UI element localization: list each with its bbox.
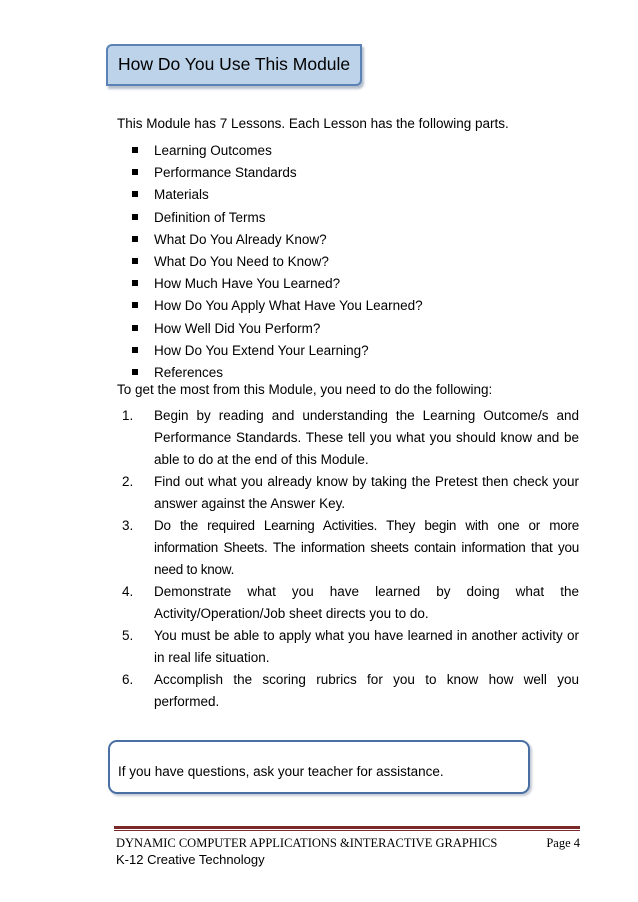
step-item <box>117 669 579 713</box>
step-item <box>117 581 579 625</box>
bullet-icon <box>132 280 138 286</box>
step-text: You must be able to apply what you have learned in another activity or in real life situation. <box>154 628 579 665</box>
step-item <box>117 625 579 669</box>
section-title: How Do You Use This Module <box>118 54 351 74</box>
footer-subtitle: K-12 Creative Technology <box>116 852 265 867</box>
step-text: Find out what you already know by taking the Pretest then check your answer against the Answer Key. <box>154 474 579 511</box>
bullet-icon <box>132 147 138 153</box>
footer-title: DYNAMIC COMPUTER APPLICATIONS &INTERACTIVE GRAPHICS <box>116 836 498 850</box>
bullet-icon <box>132 302 138 308</box>
step-item <box>117 471 579 515</box>
step-number: 3. <box>122 518 134 533</box>
step-number: 2. <box>122 474 134 489</box>
note-text: If you have questions, ask your teacher for assistance. <box>118 764 444 779</box>
step-text: Accomplish the scoring rubrics for you to know how well you performed. <box>154 672 579 709</box>
bullet-icon <box>132 214 138 220</box>
step-number: 5. <box>122 628 134 643</box>
step-number: 4. <box>122 584 134 599</box>
step-item <box>117 515 579 581</box>
step-number: 6. <box>122 672 134 687</box>
bullet-icon <box>132 369 138 375</box>
note-box <box>108 740 530 794</box>
step-text: Begin by reading and understanding the Learning Outcome/s and Performance Standards. These tell you what you should know and be able to do at the end of this Module. <box>154 408 579 467</box>
bullet-icon <box>132 325 138 331</box>
step-text: Do the required Learning Activities. They begin with one or more information Sheets. The information sheets contain information that you need to know. <box>154 518 579 577</box>
bullet-icon <box>132 347 138 353</box>
footer-rule <box>114 826 580 829</box>
page-number: Page 4 <box>546 836 580 850</box>
steps-list <box>117 405 579 713</box>
bullet-icon <box>132 191 138 197</box>
steps-intro: To get the most from this Module, you need to do the following: <box>117 382 493 397</box>
step-item <box>117 405 579 471</box>
bullet-icon <box>132 258 138 264</box>
bullet-icon <box>132 236 138 242</box>
step-text: Demonstrate what you have learned by doing what the Activity/Operation/Job sheet directs you to do. <box>154 584 579 621</box>
intro-paragraph: This Module has 7 Lessons. Each Lesson has the following parts. <box>117 116 509 131</box>
bullet-icon <box>132 169 138 175</box>
step-number: 1. <box>122 408 134 423</box>
footer-rule-thin <box>114 830 580 831</box>
section-banner <box>106 44 362 86</box>
